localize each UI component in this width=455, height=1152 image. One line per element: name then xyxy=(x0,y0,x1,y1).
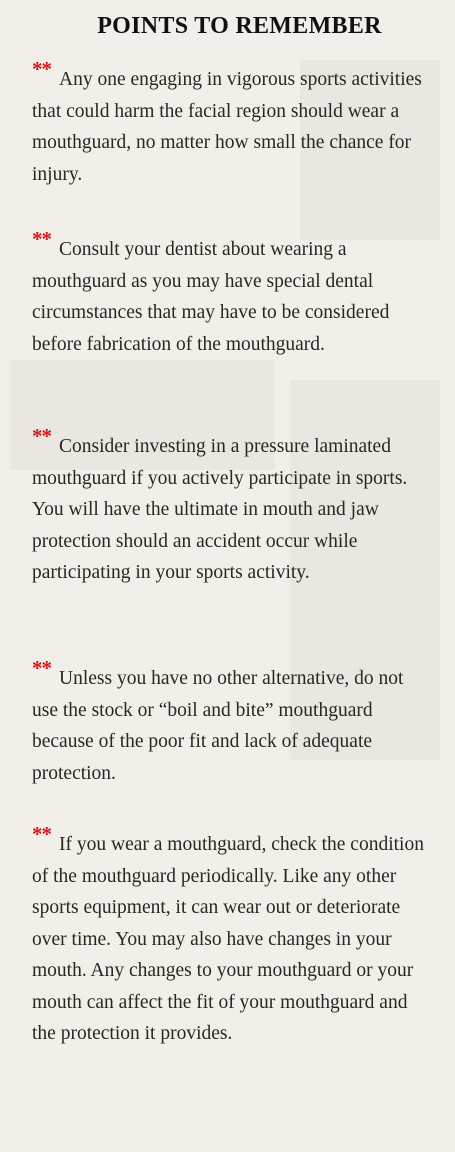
point-text: Consider investing in a pressure laminated mouthguard if you actively participate in sports. You will have the ultimate in mouth and jaw protection should an accident occur while participating in your sports activity. xyxy=(32,436,408,583)
page-title: POINTS TO REMEMBER xyxy=(97,13,382,39)
point-text: Consult your dentist about wearing a mouthguard as you may have special dental circumstances that may have to be considered before fabrication of the mouthguard. xyxy=(32,239,390,355)
point-item xyxy=(32,227,432,360)
point-text: Any one engaging in vigorous sports activities that could harm the facial region should wear a mouthguard, no matter how small the chance for injury. xyxy=(32,69,422,185)
asterisk-marker: ** xyxy=(32,227,51,251)
point-text: If you wear a mouthguard, check the condition of the mouthguard periodically. Like any other sports equipment, it can wear out or deteriorate over time. You may also have changes in your mouth. Any changes to your mouthguard or your mouth can affect the fit of your mouthguard and the protection it provides. xyxy=(32,834,424,1044)
point-text: Unless you have no other alternative, do not use the stock or “boil and bite” mouthguard because of the poor fit and lack of adequate protection. xyxy=(32,668,404,784)
point-item xyxy=(32,656,432,789)
point-item xyxy=(32,57,432,190)
asterisk-marker: ** xyxy=(32,822,51,846)
point-item xyxy=(32,424,432,589)
asterisk-marker: ** xyxy=(32,424,51,448)
asterisk-marker: ** xyxy=(32,656,51,680)
asterisk-marker: ** xyxy=(32,57,51,81)
point-item xyxy=(32,822,432,1050)
